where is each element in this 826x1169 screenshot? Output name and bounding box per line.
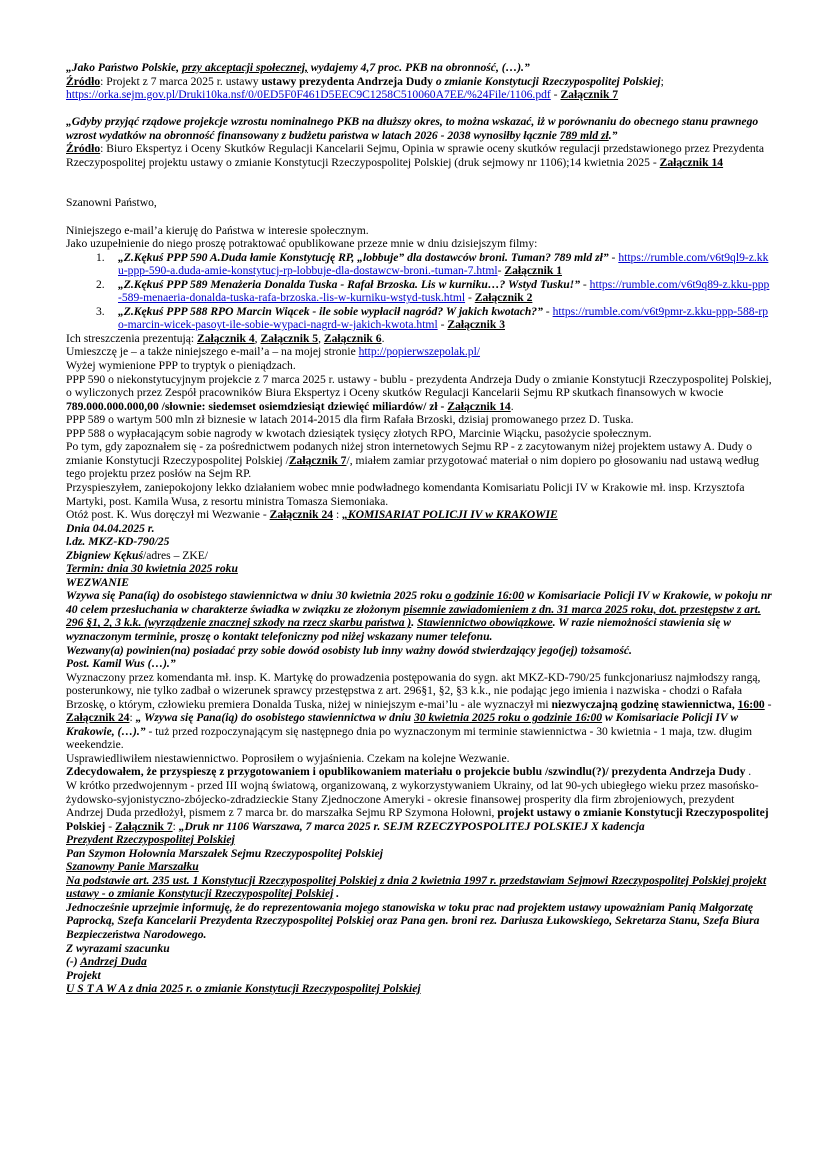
film-item-1 <box>66 251 772 278</box>
text-run: Załącznik 7 <box>114 819 173 833</box>
film-item-3 <box>66 305 772 332</box>
summons-deadline <box>66 562 772 576</box>
text-run: - <box>608 250 619 264</box>
text-run: - <box>550 88 561 102</box>
blank-line <box>66 210 772 224</box>
acceleration-reason <box>66 481 772 508</box>
letter-signature <box>66 955 772 969</box>
text-run: - <box>497 264 505 278</box>
text-run: Z wyrazami szacunku <box>66 941 170 955</box>
text-run: PPP 588 o wypłacającym sobie nagrody w kwotach dziesiątek tysięcy złotych RPO, Marcinie Wiącku, pasożycie społecznym. <box>66 426 652 440</box>
text-run: Jednocześnie uprzejmie informuję, że do reprezentowania mojego stanowiska w toku prac nad projektem ustawy upoważniam Panią Małgorzatę Paprocką, Szefa Kancelarii Prezydenta Rzeczypospolitej Polskiej oraz Pana gen. broni rez. Dariusza Łukowskiego, Sekretarza Stanu, Szefa Biura Bezpieczeństwa Narodowego. <box>66 900 760 941</box>
text-run: Wyżej wymienione PPP to tryptyk o pieniądzach. <box>66 359 296 373</box>
summons-id-requirement <box>66 644 772 658</box>
text-run: Ich streszczenia prezentują: <box>66 331 197 345</box>
text-run: : Projekt z 7 marca 2025 r. ustawy <box>100 74 262 88</box>
text-run: „Druk nr 1106 Warszawa, 7 marca 2025 r. SEJM RZECZYPOSPOLITEJ POLSKIEJ X kadencja <box>178 819 645 833</box>
attachments-summaries <box>66 332 772 346</box>
text-run: .” <box>608 128 618 142</box>
blank-line <box>66 169 772 183</box>
hyperlink[interactable]: https://rumble.com/v6t9q89-z.kku-ppp-589-menaeria-donalda-tuska-rafa-brzoska.-lis-w-kurniku-wstyd-tusk.html <box>118 277 770 305</box>
text-run: - <box>105 819 115 833</box>
list-number: 1. <box>96 250 105 264</box>
text-run: : <box>129 711 136 725</box>
triptych-note <box>66 359 772 373</box>
text-run: Załącznik 4 <box>197 331 255 345</box>
letter-heading-president <box>66 833 772 847</box>
text-run: Załącznik 6 <box>323 331 382 345</box>
text-run: Szanowny Panie Marszałku <box>66 860 199 874</box>
text-run: przy akceptacji społecznej, <box>181 61 308 74</box>
summons-addressee <box>66 549 772 563</box>
text-run: Załącznik 14 <box>659 155 724 169</box>
letter-basis <box>66 874 772 901</box>
text-run: Na podstawie art. 235 ust. 1 Konstytucji Rzeczypospolitej Polskiej z dnia 2 kwietnia 1997 r. przedstawiam Sejmowi Rzeczypospolitej Polskiej projekt ustawy - o zmianie Konstytucji Rzeczypospolitej Polskiej <box>66 873 767 901</box>
blank-line <box>66 183 772 197</box>
text-run: ; <box>660 74 664 88</box>
reading-project-note <box>66 440 772 481</box>
text-run: Termin: dnia 30 kwietnia 2025 roku <box>66 562 238 576</box>
text-run: Załącznik 24 <box>66 711 130 725</box>
text-run: Otóż post. K. Wus doręczył mi Wezwanie - <box>66 508 270 522</box>
text-run: projekt ustawy o zmianie Konstytucji Rzeczypospolitej Polskiej <box>66 806 769 833</box>
text-run: Szanowni Państwo, <box>66 196 157 210</box>
text-run: . <box>333 887 340 901</box>
prewar-context <box>66 779 772 833</box>
text-run: w Komisariacie Policji IV w Krakowie, w pokoju nr 40 celem przesłuchania w charakterze świadka w związku ze złożonym <box>66 589 772 616</box>
text-run: o godzinie 16:00 <box>445 589 525 603</box>
letter-heading-marshal <box>66 847 772 861</box>
text-run: Załącznik 2 <box>474 291 533 305</box>
excuse-note <box>66 752 772 766</box>
film-item-2 <box>66 278 772 305</box>
text-run: pisemnie zawiadomieniem z dn. 31 marca 2025 roku, dot. przestępstw z art. 296 §1, 2, 3 k.k. (wyrządzenie znacznej szkody na rzecz skarbu państwa ) <box>66 602 761 630</box>
text-run: wydajemy 4,7 proc. PKB na obronność, (…).” <box>307 61 530 74</box>
decision-note <box>66 765 772 779</box>
text-run: PPP 589 o wartym 500 mln zł biznesie w latach 2014-2015 dla firm Rafała Brzoski, dzisiaj promowanego przez D. Tuska. <box>66 413 634 427</box>
text-run: Załącznik 5 <box>260 331 319 345</box>
text-run: „Z.Kękuś PPP 590 A.Duda łamie Konstytucję RP, „lobbuje” dla dostawców broni. Tuman? 789 mld zł” <box>118 250 609 264</box>
quote-defense-spending <box>66 61 772 75</box>
text-run: Jako uzupełnienie do niego proszę potraktować opublikowane przeze mnie w dniu dzisiejszym filmy: <box>66 237 538 251</box>
source-draft-act-link <box>66 88 772 102</box>
text-run: Załącznik 7 <box>560 88 619 102</box>
text-run: Wezwany(a) powinien(na) posiadać przy sobie dowód osobisty lub inny ważny dowód stwierdzający jego(jej) tożsamość. <box>66 643 632 657</box>
text-run: 16:00 <box>737 697 765 711</box>
text-run: Usprawiedliwiłem niestawiennictwo. Poprosiłem o wyjaśnienia. Czekam na kolejne Wezwanie. <box>66 751 510 765</box>
officer-analysis <box>66 671 772 752</box>
text-run: Post. Kamil Wus (…).” <box>66 657 176 671</box>
letter-closing <box>66 942 772 956</box>
text-run: - <box>465 291 475 305</box>
text-run: - tuż przed rozpoczynającym się następnego dnia po wyznaczonym mi terminie stawiennictwa - 30 kwietnia - 1 maja, tzw. długim weekendzie. <box>66 724 752 752</box>
text-run: Załącznik 14 <box>447 399 511 413</box>
text-run: 789.000.000.000,00 /słownie: siedemset osiemdziesiąt dziewięć miliardów/ zł - <box>66 399 448 413</box>
text-run: . W razie niemożności stawienia się w wyznaczonym terminie, proszę o kontakt telefoniczny pod niżej wskazany numer telefonu. <box>66 616 732 643</box>
summons-heading <box>66 576 772 590</box>
text-run: Załącznik 7 <box>288 453 347 467</box>
text-run: /, miałem zamiar przygotować materiał o nim dopiero po głosowaniu nad ustawą według tego projektu przez posłów na Sejm RP. <box>66 453 759 481</box>
text-run: Zbigniew Kękuś <box>66 548 143 562</box>
text-run: Po tym, gdy zapoznałem się - za pośrednictwem podanych niżej stron internetowych Sejmu RP - z zacytowanym niżej projektem ustawy A. Dudy o zmianie Konstytucji Rzeczypospolitej Polskiej / <box>66 440 753 467</box>
text-run: - <box>437 318 448 332</box>
text-run: , <box>318 331 324 345</box>
text-run: : <box>172 819 179 833</box>
hyperlink[interactable]: https://orka.sejm.gov.pl/Druki10ka.nsf/0/0ED5F0F461D5EEC9C1258C510060A7EE/%24File/1106.pdf <box>66 88 551 102</box>
text-run: Załącznik 1 <box>504 264 563 278</box>
text-run: - <box>764 697 772 711</box>
text-run: „ Wzywa się Pana(ią) do osobistego stawiennictwa w dniu <box>135 711 414 725</box>
text-run: W krótko przedwojennym - przed III wojną światową, organizowaną, z wykorzystywaniem Ukrainy, od lat 90-ych ubiegłego wieku przez masońsko-żydowsko-syjonistyczno-zbójecko-zdradzieckie Stany Zjednoczone Ameryki - okresie finansowej prosperity dla firm zbrojeniowych, prezydent Andrzej Duda przedłożył, pismem z 7 marca br. do marszałka Sejmu RP Szymona Hołowni, <box>66 778 759 820</box>
text-run: 30 kwietnia 2025 roku o godzinie 16:00 <box>413 711 603 725</box>
letter-representatives <box>66 901 772 942</box>
text-run: Zdecydowałem, że przyspieszę z przygotowaniem i opublikowaniem materiału o projekcie bublu /szwindlu(?)/ prezydenta Andrzeja Dudy <box>66 765 746 779</box>
source-bureau-opinion <box>66 142 772 169</box>
ppp-588-description <box>66 427 772 441</box>
ppp-589-description <box>66 413 772 427</box>
website-note <box>66 345 772 359</box>
text-run: - <box>542 304 553 318</box>
text-run: Wzywa się Pana(ią) do osobistego stawiennictwa w dniu 30 kwietnia 2025 roku <box>66 589 446 603</box>
act-title <box>66 982 772 996</box>
text-run: o zmianie Konstytucji Rzeczypospolitej Polskiej <box>435 74 661 88</box>
letter-salutation <box>66 860 772 874</box>
text-run: Stawiennictwo obowiązkowe <box>417 616 553 630</box>
text-run: WEZWANIE <box>66 575 129 589</box>
text-run: Niniejszego e-mail’a kieruję do Państwa w interesie społecznym. <box>66 223 369 237</box>
hyperlink[interactable]: https://rumble.com/v6t9pmr-z.kku-ppp-588-rpo-marcin-wicek-pasoyt-ile-sobie-wypaci-nagrd-w-jakich-kwota.html <box>118 304 769 332</box>
list-number: 3. <box>96 304 105 318</box>
salutation <box>66 196 772 210</box>
summons-date <box>66 522 772 536</box>
text-run: niezwyczajną godzinę stawiennictwa, <box>551 697 738 711</box>
summons-intro <box>66 508 772 522</box>
text-run: Umieszczę je – a także niniejszego e-mail’a – na mojej stronie <box>66 345 359 359</box>
text-run: „KOMISARIAT POLICJI IV w KRAKOWIE <box>342 508 558 522</box>
intro-purpose <box>66 224 772 238</box>
list-number: 2. <box>96 277 105 291</box>
text-run: Załącznik 3 <box>447 318 505 332</box>
text-run: Załącznik 24 <box>269 508 334 522</box>
text-run: „Z.Kękuś PPP 588 RPO Marcin Wiącek - ile sobie wypłacił nagród? W jakich kwotach?” <box>118 304 543 318</box>
hyperlink[interactable]: https://rumble.com/v6t9ql9-z.kku-ppp-590-a.duda-amie-konstytucj-rp-lobbuje-dla-dostawcw-broni.-tuman-7.html <box>118 250 769 278</box>
text-run: : <box>333 508 343 522</box>
source-draft-act <box>66 75 772 89</box>
text-run: U S T A W A z dnia 2025 r. o zmianie Konstytucji Rzeczypospolitej Polskiej <box>66 982 421 996</box>
text-run: - <box>580 277 590 291</box>
summons-signature <box>66 657 772 671</box>
text-run: ustawy prezydenta Andrzeja Dudy <box>261 74 436 88</box>
ppp-590-description <box>66 373 772 414</box>
letter-project-label <box>66 969 772 983</box>
summons-body <box>66 589 772 643</box>
text-run: . <box>745 765 752 779</box>
text-run: , <box>254 331 261 345</box>
blank-line <box>66 102 772 116</box>
text-run: . <box>510 399 514 413</box>
text-run: . <box>381 331 385 345</box>
intro-films <box>66 237 772 251</box>
text-run: Projekt <box>66 968 101 982</box>
text-run: : Biuro Ekspertyz i Oceny Skutków Regulacji Kancelarii Sejmu, Opinia w sprawie oceny skutków regulacji przedstawionego przez Prezydenta Rzeczypospolitej projektu ustawy o zmianie Konstytucji Rzeczypospolitej Polskiej (druk sejmowy nr 1106);14 kwietnia 2025 - <box>66 142 765 169</box>
text-run: „Jako Państwo Polskie, <box>66 61 182 74</box>
text-run: „Gdyby przyjąć rządowe projekcje wzrostu nominalnego PKB na dłuższy okres, to można wskazać, iż w porównaniu do obecnego stanu prawnego wzrost wydatków na obronność finansowany z budżetu państwa w latach 2026 - 2038 wynosiłby łącznie <box>66 115 759 142</box>
text-run: (-) <box>66 955 81 969</box>
text-run: „Z.Kękuś PPP 589 Menażeria Donalda Tuska - Rafał Brzoska. Lis w kurniku…? Wstyd Tusku!” <box>118 277 580 291</box>
text-run: Andrzej Duda <box>80 955 147 969</box>
text-run: Dnia 04.04.2025 r. <box>66 521 155 535</box>
hyperlink[interactable]: http://popierwszepolak.pl/ <box>358 345 481 359</box>
text-run: /adres – ZKE/ <box>142 548 209 562</box>
text-run: . <box>411 616 418 630</box>
text-run: Źródło <box>66 142 101 156</box>
text-run: PPP 590 o niekonstytucyjnym projekcie z 7 marca 2025 r. ustawy - bublu - prezydenta Andrzeja Dudy o zmianie Konstytucji Rzeczypospolitej Polskiej, o wyliczonych przez Zespół pracowników Biura Ekspertyz i Oceny skutków Regulacji Kancelarii Sejmu RP skutkach finansowych w kwocie <box>66 372 772 400</box>
quote-gdp-projection <box>66 115 772 142</box>
summons-case-number <box>66 535 772 549</box>
text-run: Wyznaczony przez komendanta mł. insp. K. Martykę do prowadzenia postępowania do sygn. akt MKZ-KD-790/25 funkcjonariusz najmłodszy rangą, posterunkowy, nie tylko zadbał o wizerunek sprawcy przestępstwa z art. 296§1, §2, §3 k.k., nie podając jego imienia i nazwiska - chodzi o Rafała Brzoskę, o którym, człowieku premiera Donalda Tuska, niżej w niniejszym e-mai’lu - ale wyznaczył mi <box>66 670 761 711</box>
text-run: Źródło <box>66 74 101 88</box>
text-run: 789 mld zł <box>559 128 609 142</box>
text-run: Prezydent Rzeczypospolitej Polskiej <box>66 833 235 847</box>
text-run: Przyspieszyłem, zaniepokojony lekko działaniem wobec mnie podwładnego komendanta Komisariatu Policji IV w Krakowie mł. insp. Krzysztofa Martyki, post. Kamila Wusa, z resortu ministra Tomasza Siemoniaka. <box>66 480 745 508</box>
text-run: w Komisariacie Policji IV w Krakowie, (…).” <box>66 711 739 738</box>
text-run: l.dz. MKZ-KD-790/25 <box>66 535 170 549</box>
text-run: Pan Szymon Hołownia Marszałek Sejmu Rzeczypospolitej Polskiej <box>66 846 383 860</box>
